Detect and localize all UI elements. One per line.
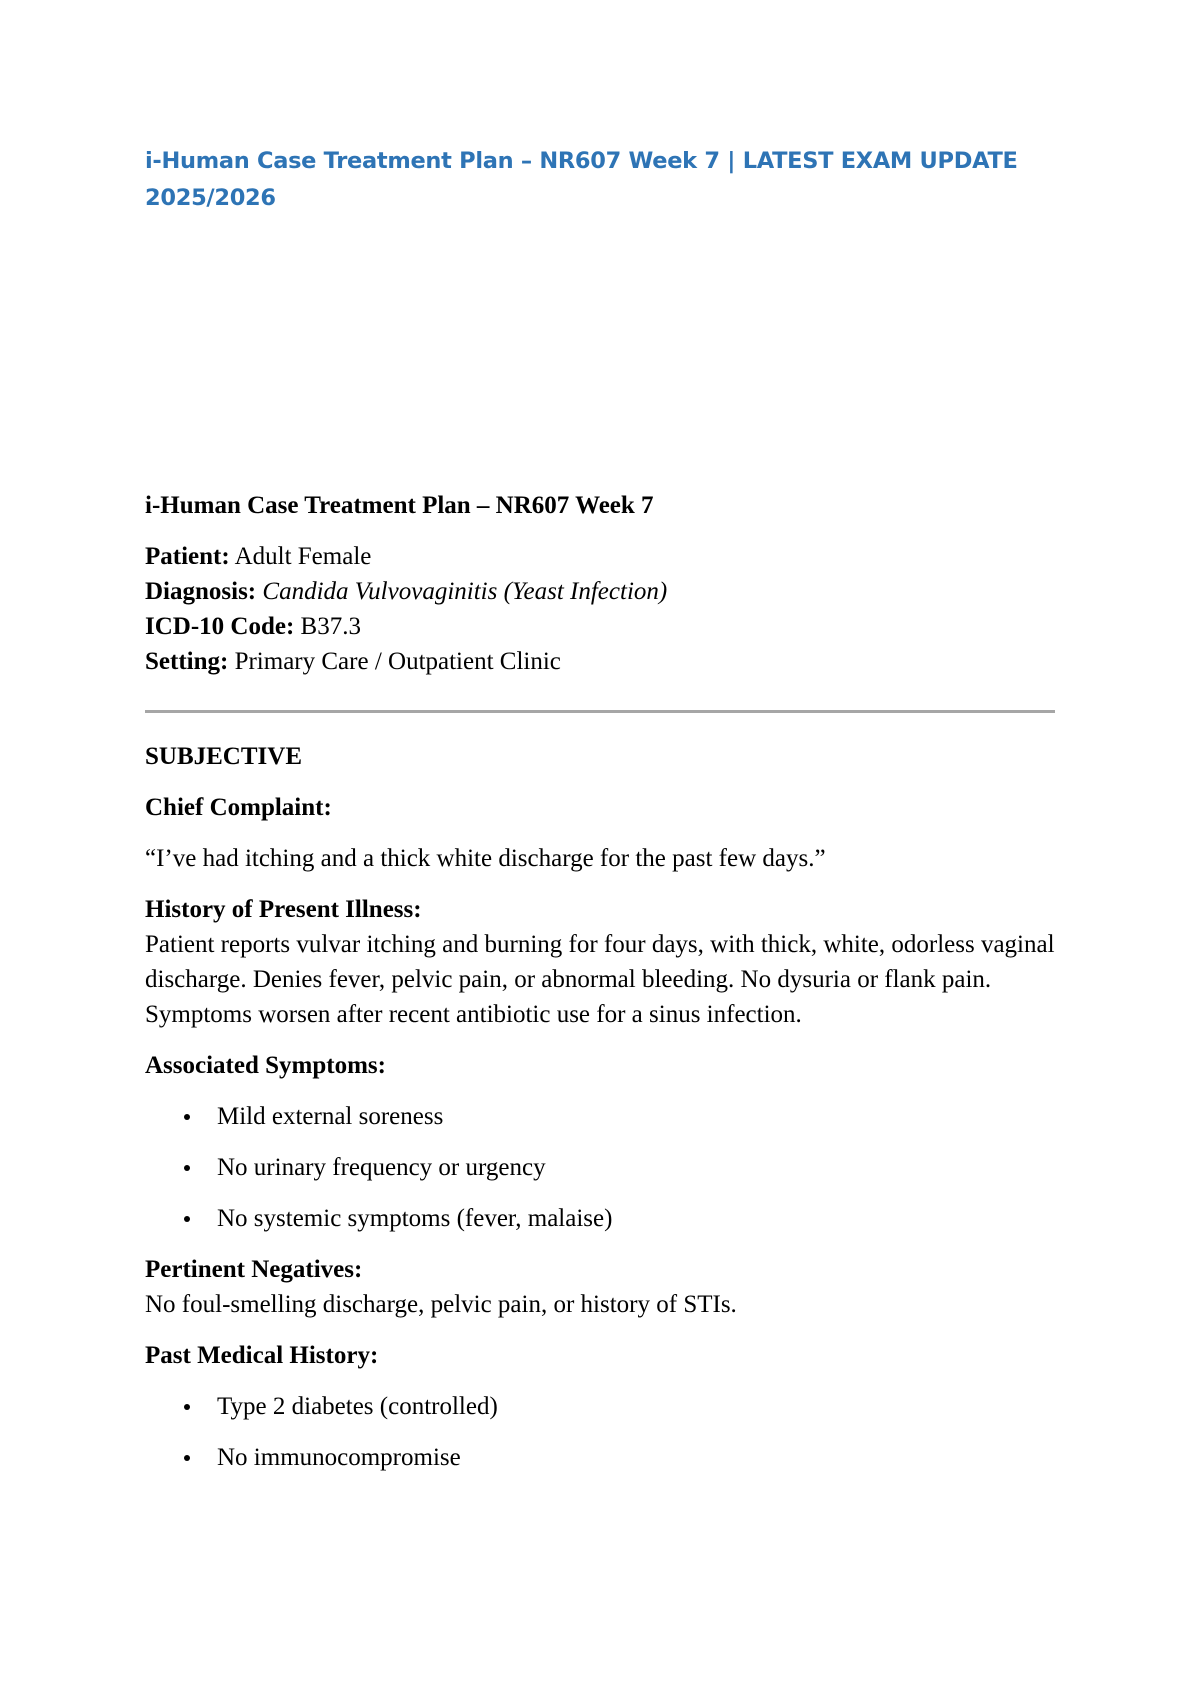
list-item: Mild external soreness	[145, 1099, 1055, 1134]
patient-label: Patient:	[145, 543, 230, 570]
chief-complaint-text: “I’ve had itching and a thick white discharge for the past few days.”	[145, 845, 826, 872]
document-title: i-Human Case Treatment Plan – NR607 Week 7	[145, 492, 654, 519]
diagnosis-label: Diagnosis:	[145, 578, 257, 605]
pmh-label: Past Medical History:	[145, 1342, 379, 1369]
icd-value: B37.3	[300, 613, 361, 640]
pertinent-negatives-label: Pertinent Negatives:	[145, 1256, 363, 1283]
pertinent-negatives-text: No foul-smelling discharge, pelvic pain, or history of STIs.	[145, 1291, 737, 1318]
bullet-icon	[184, 1455, 190, 1461]
diagnosis-line	[145, 574, 1055, 609]
list-item: No immunocompromise	[145, 1440, 1055, 1475]
icd-line	[145, 609, 1055, 644]
setting-line	[145, 644, 1055, 679]
bullet-icon	[184, 1114, 190, 1120]
list-item: No systemic symptoms (fever, malaise)	[145, 1201, 1055, 1236]
horizontal-divider	[145, 710, 1055, 713]
setting-value: Primary Care / Outpatient Clinic	[234, 648, 561, 675]
document-body	[145, 488, 1055, 1491]
list-item: Type 2 diabetes (controlled)	[145, 1389, 1055, 1424]
hpi-label: History of Present Illness:	[145, 896, 422, 923]
bullet-icon	[184, 1165, 190, 1171]
subjective-heading: SUBJECTIVE	[145, 743, 302, 770]
pertinent-negatives-block	[145, 1252, 1055, 1322]
icd-label: ICD-10 Code:	[145, 613, 295, 640]
chief-complaint-label: Chief Complaint:	[145, 794, 332, 821]
setting-label: Setting:	[145, 648, 229, 675]
list-item: No urinary frequency or urgency	[145, 1150, 1055, 1185]
patient-line	[145, 539, 1055, 574]
patient-summary	[145, 539, 1055, 679]
associated-symptoms-label: Associated Symptoms:	[145, 1052, 386, 1079]
hpi-text: Patient reports vulvar itching and burning for four days, with thick, white, odorless vaginal discharge. Denies fever, pelvic pain, or abnormal bleeding. No dysuria or flank pain. Symptoms worsen after recent antibiotic use for a sinus infection.	[145, 931, 1055, 1028]
pmh-list	[145, 1389, 1055, 1475]
hpi-block	[145, 892, 1055, 1032]
bullet-icon	[184, 1404, 190, 1410]
bullet-icon	[184, 1216, 190, 1222]
diagnosis-value: Candida Vulvovaginitis (Yeast Infection)	[262, 578, 668, 605]
associated-symptoms-list	[145, 1099, 1055, 1236]
header-title: i-Human Case Treatment Plan – NR607 Week 7 | LATEST EXAM UPDATE 2025/2026	[145, 148, 1018, 211]
patient-value: Adult Female	[234, 543, 372, 570]
